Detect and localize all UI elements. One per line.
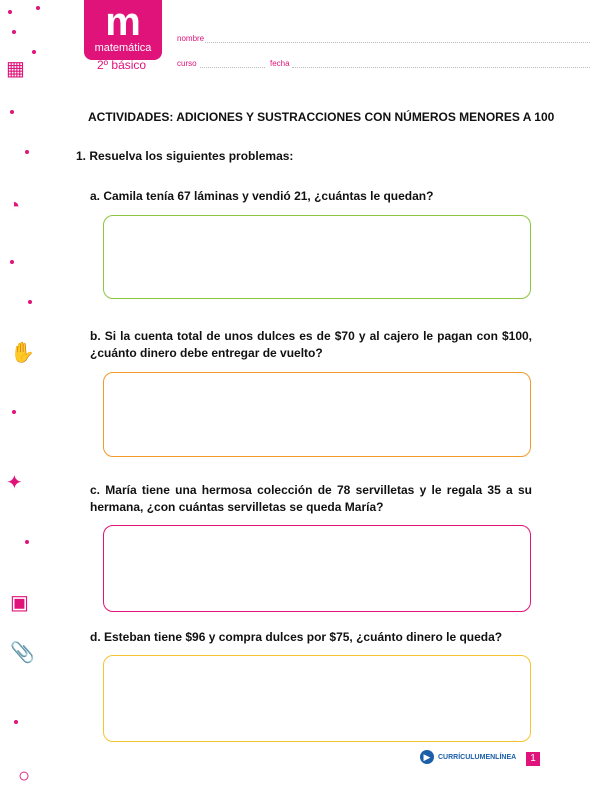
answer-box-a[interactable] xyxy=(103,215,531,299)
instruction: 1. Resuelva los siguientes problemas: xyxy=(76,149,294,163)
brand-name: CURRÍCULUMENLÍNEA xyxy=(438,753,517,761)
hand-icon: ✋ xyxy=(10,342,35,364)
decor-dot xyxy=(8,10,12,14)
decor-dot xyxy=(25,540,29,544)
grade-label: 2º básico xyxy=(97,58,147,72)
date-label: fecha xyxy=(270,59,290,68)
problem-b: b. Si la cuenta total de unos dulces es de $70 y al cajero le pagan con $100, ¿cuánto dinero debe entregar de vuelto? xyxy=(90,329,532,360)
date-line[interactable] xyxy=(292,67,590,68)
decor-dot xyxy=(10,260,14,264)
apple-icon: ○ xyxy=(18,765,31,787)
course-line[interactable] xyxy=(200,67,265,68)
pie-icon: ◔ xyxy=(8,195,21,217)
answer-box-d[interactable] xyxy=(103,655,531,742)
decor-dot xyxy=(10,110,14,114)
play-icon: ▶ xyxy=(420,750,434,764)
clip-icon: 📎 xyxy=(10,642,35,664)
problem-c: c. María tiene una hermosa colección de 78 servilletas y le regala 35 a su hermana, ¿con cuántas servilletas se queda María? xyxy=(90,483,532,514)
candy-icon: ✦ xyxy=(6,472,23,494)
decor-dot xyxy=(32,50,36,54)
name-label: nombre xyxy=(177,34,205,43)
decor-dot xyxy=(12,30,16,34)
course-label: curso xyxy=(177,59,197,68)
cube-icon: ▣ xyxy=(10,592,29,614)
answer-box-c[interactable] xyxy=(103,525,531,612)
answer-box-b[interactable] xyxy=(103,372,531,457)
decor-dot xyxy=(25,150,29,154)
footer-brand xyxy=(420,750,516,764)
name-line[interactable] xyxy=(205,42,590,43)
page-title: ACTIVIDADES: ADICIONES Y SUSTRACCIONES CON NÚMEROS MENORES A 100 xyxy=(88,110,555,124)
decor-dot xyxy=(36,6,40,10)
problem-a: a. Camila tenía 67 láminas y vendió 21, ¿cuántas le quedan? xyxy=(90,189,434,203)
subject-label: matemática xyxy=(94,42,152,54)
decor-dot xyxy=(28,300,32,304)
decor-dot xyxy=(14,720,18,724)
page-number: 1 xyxy=(526,752,540,766)
subject-logo xyxy=(84,0,162,60)
calculator-icon: ▦ xyxy=(6,58,25,80)
logo-letter: m xyxy=(105,0,141,44)
decor-dot xyxy=(12,410,16,414)
problem-d: d. Esteban tiene $96 y compra dulces por $75, ¿cuánto dinero le queda? xyxy=(90,630,503,644)
